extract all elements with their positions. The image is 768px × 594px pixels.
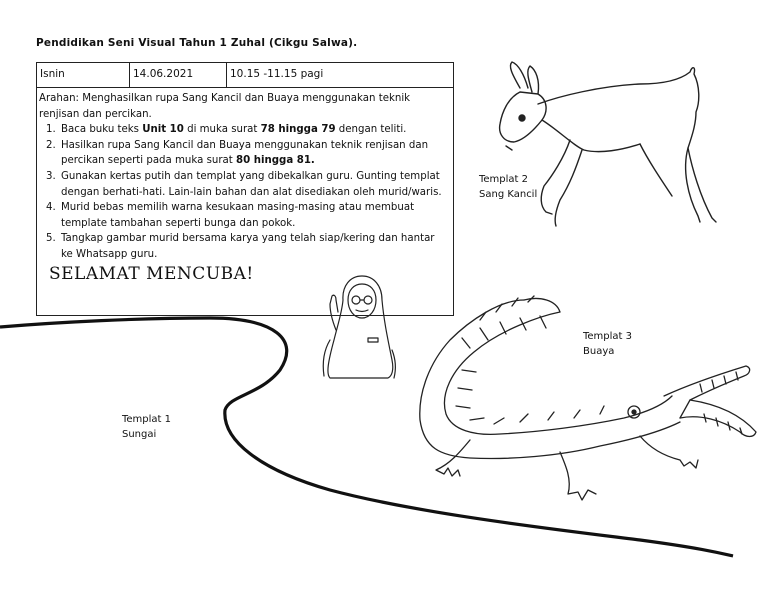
deer-label-line-2: Sang Kancil	[479, 189, 538, 200]
item1-text: Baca buku teks	[61, 124, 143, 136]
crocodile-label-line-1: Templat 3	[583, 331, 633, 342]
instruction-item-4: 4. Murid bebas memilih warna kesukaan masing-masing atau membuat template tambahan seperti bunga dan pokok.	[59, 200, 449, 231]
crocodile-label-line-2: Buaya	[583, 346, 615, 357]
item2-pages: 80 hingga 81.	[236, 155, 315, 167]
deer-label-line-1: Templat 2	[479, 174, 529, 185]
day-cell: Isnin	[37, 63, 130, 87]
date-cell: 14.06.2021	[130, 63, 227, 87]
item1-text-mid: di muka surat	[183, 124, 261, 136]
instruction-item-5: 5. Tangkap gambar murid bersama karya yang telah siap/kering dan hantar ke Whatsapp guru.	[59, 231, 449, 262]
river-label-line-1: Templat 1	[122, 414, 172, 425]
river-template-label	[122, 412, 171, 442]
river-label-line-2: Sungai	[122, 429, 157, 440]
instruction-item-3: 3. Gunakan kertas putih dan templat yang dibekalkan guru. Gunting templat dengan berhati-hati. Lain-lain bahan dan alat disediakan oleh murid/waris.	[59, 169, 449, 200]
item1-unit: Unit 10	[142, 124, 184, 136]
deer-template-label	[479, 172, 537, 202]
closing-text: SELAMAT MENCUBA!	[49, 263, 254, 284]
item2-text: Hasilkan rupa Sang Kancil dan Buaya menggunakan teknik renjisan dan percikan seperti pada muka surat	[61, 139, 429, 167]
crocodile-template-label	[583, 329, 632, 359]
item1-text-end: dengan teliti.	[335, 124, 407, 136]
page-title: Pendidikan Seni Visual Tahun 1 Zuhal (Cikgu Salwa).	[36, 37, 358, 49]
instructions-intro: Arahan: Menghasilkan rupa Sang Kancil dan Buaya menggunakan teknik renjisan dan percikan.	[39, 93, 411, 120]
teacher-illustration	[323, 276, 395, 378]
item1-pages: 78 hingga 79	[260, 124, 336, 136]
time-cell: 10.15 -11.15 pagi	[230, 68, 324, 80]
crocodile-template	[420, 296, 756, 500]
